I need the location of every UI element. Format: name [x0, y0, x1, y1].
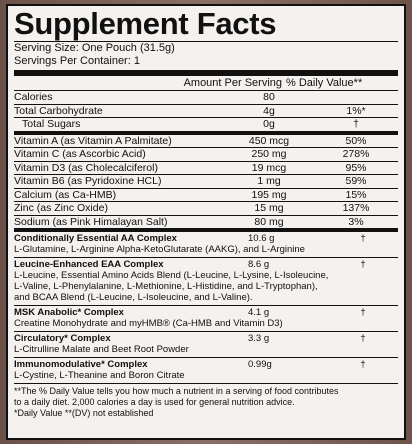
footnote-line: **The % Daily Value tells you how much a nutrient in a serving of food contributes: [14, 386, 339, 396]
blend-ingredients: and BCAA Blend (L-Leucine, L-Isoleucine, and L-Valine).: [14, 292, 253, 303]
dv-header: % Daily Value**: [286, 77, 363, 89]
supplement-facts-panel: [6, 4, 406, 440]
servings-per-container: Servings Per Container: 1: [14, 55, 140, 67]
nutrient-name: Sodium (as Pink Himalayan Salt): [14, 215, 168, 228]
blend-row: [14, 358, 398, 384]
nutrient-dv: 59%: [345, 175, 367, 187]
blend-name: Circulatory* Complex: [14, 333, 111, 344]
nutrient-name: Vitamin C (as Ascorbic Acid): [14, 148, 146, 160]
nutrient-dv: 95%: [345, 161, 367, 174]
blend-header: [14, 259, 398, 270]
blend-dv: †: [360, 259, 366, 270]
blend-amount: 0.99g: [248, 359, 272, 370]
nutrient-amount: 0g: [263, 118, 275, 130]
nutrient-row: [14, 118, 398, 132]
blend-row: [14, 232, 398, 258]
nutrient-dv: 1%*: [346, 104, 366, 117]
nutrient-amount: 250 mg: [251, 148, 287, 160]
blend-dv: †: [360, 307, 366, 318]
blend-ingredients: L-Citrulline Malate and Beet Root Powder: [14, 344, 189, 355]
blend-row: [14, 258, 398, 306]
blend-ingredients: L-Cystine, L-Theanine and Boron Citrate: [14, 370, 185, 381]
nutrient-amount: 15 mg: [254, 202, 284, 214]
nutrient-amount: 1 mg: [257, 175, 281, 187]
blend-header: [14, 233, 398, 244]
nutrient-name: Calcium (as Ca-HMB): [14, 188, 117, 201]
nutrient-row: [14, 162, 398, 176]
nutrient-row: [14, 105, 398, 119]
nutrient-amount: 4g: [263, 104, 275, 117]
blend-amount: 10.6 g: [248, 233, 275, 244]
nutrient-name: Vitamin A (as Vitamin A Palmitate): [14, 134, 172, 147]
blend-ingredients: Creatine Monohydrate and myHMB® (Ca-HMB and Vitamin D3): [14, 318, 283, 329]
nutrient-row: [14, 202, 398, 216]
footnotes: [14, 384, 398, 419]
nutrient-amount: 19 mcg: [251, 161, 287, 174]
blend-dv: †: [360, 333, 366, 344]
nutrient-dv: 137%: [342, 202, 370, 214]
blend-list: [14, 232, 398, 384]
nutrient-name: Calories: [14, 91, 53, 103]
nutrient-name: Total Sugars: [22, 118, 81, 130]
nutrient-name: Vitamin B6 (as Pyridoxine HCL): [14, 175, 162, 187]
blend-name: Immunomodulative* Complex: [14, 359, 148, 370]
blend-dv: †: [360, 233, 366, 244]
nutrient-name: Vitamin D3 (as Cholecalciferol): [14, 161, 158, 174]
nutrient-amount: 80: [263, 91, 275, 103]
nutrient-dv: 278%: [342, 148, 370, 160]
nutrient-row: [14, 91, 398, 105]
nutrient-row: [14, 216, 398, 230]
footnote-line: to a daily diet. 2,000 calories a day is used for general nutrition advice.: [14, 397, 295, 407]
blend-row: [14, 306, 398, 332]
blend-ingredients: L-Glutamine, L-Arginine Alpha-KetoGlutarate (AAKG), and L-Arginine: [14, 244, 305, 255]
panel-title: Supplement Facts: [14, 6, 277, 41]
nutrient-row: [14, 148, 398, 162]
footnote-line: *Daily Value **(DV) not established: [14, 408, 154, 418]
blend-amount: 8.6 g: [248, 259, 270, 270]
blend-header: [14, 307, 398, 318]
nutrient-row: [14, 189, 398, 203]
amount-header: Amount Per Serving: [183, 77, 282, 89]
nutrient-dv: 15%: [345, 188, 367, 201]
blend-ingredients: L-Valine, L-Phenylalanine, L-Methionine, L-Histidine, and L-Tryptophan),: [14, 281, 318, 292]
nutrient-amount: 195 mg: [251, 188, 287, 201]
blend-dv: †: [360, 359, 366, 370]
blend-ingredients: L-Leucine, Essential Amino Acids Blend (L-Leucine, L-Lysine, L-Isoleucine,: [14, 270, 329, 281]
column-header: [14, 76, 398, 91]
nutrient-rows-top: [14, 91, 398, 132]
blend-header: [14, 333, 398, 344]
nutrient-dv: 50%: [345, 134, 367, 147]
nutrient-amount: 450 mcg: [248, 134, 290, 147]
nutrient-dv: 3%: [348, 215, 364, 228]
nutrient-name: Zinc (as Zinc Oxide): [14, 202, 108, 214]
blend-amount: 3.3 g: [248, 333, 270, 344]
blend-amount: 4.1 g: [248, 307, 270, 318]
blend-name: Conditionally Essential AA Complex: [14, 233, 177, 244]
nutrient-dv: †: [353, 118, 359, 130]
nutrient-name: Total Carbohydrate: [14, 104, 103, 117]
nutrient-row: [14, 135, 398, 149]
blend-header: [14, 359, 398, 370]
serving-size: Serving Size: One Pouch (31.5g): [14, 42, 175, 54]
blend-name: MSK Anabolic* Complex: [14, 307, 124, 318]
blend-name: Leucine-Enhanced EAA Complex: [14, 259, 164, 270]
nutrient-row: [14, 175, 398, 189]
blend-row: [14, 332, 398, 358]
nutrient-rows-vitamins: [14, 135, 398, 230]
nutrient-amount: 80 mg: [254, 215, 284, 228]
